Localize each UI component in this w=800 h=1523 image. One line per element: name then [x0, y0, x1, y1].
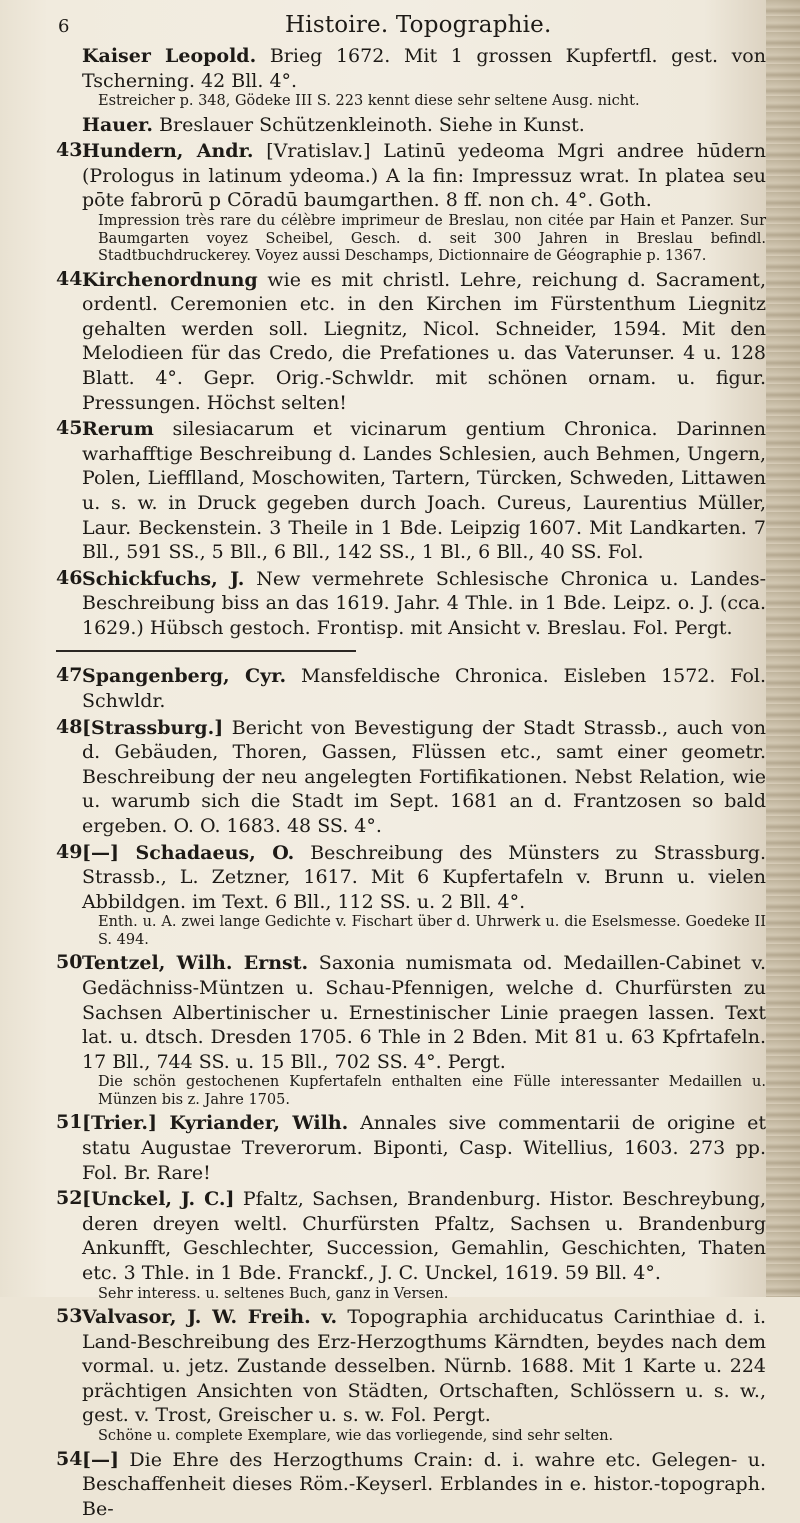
catalogue-entry	[56, 268, 766, 416]
entry-number: 51	[56, 1111, 83, 1134]
catalogue-entry	[56, 417, 766, 565]
entry-author: Kaiser Leopold.	[82, 45, 257, 67]
catalogue-entry	[56, 664, 766, 713]
entry-author: Rerum	[82, 418, 154, 441]
entry-number: 44	[56, 267, 83, 290]
entry-author: Spangenberg, Cyr.	[82, 665, 287, 688]
catalogue-entry	[56, 44, 766, 111]
catalogue-entry	[56, 1448, 766, 1522]
entry-number: 53	[56, 1305, 83, 1328]
entry-text	[82, 1448, 766, 1522]
entry-text	[82, 113, 766, 138]
entry-note: Schöne u. complete Exemplare, wie das vorliegende, sind sehr selten.	[98, 1428, 614, 1444]
page-edge-shadow	[766, 0, 800, 1297]
entry-description: Beschreibung des Münsters zu Strassburg. Strassb., L. Zetzner, 1617. Mit 6 Kupfertafeln v. Brunn u. vielen Abbildgen. im Text. 6 Bll., 112 SS. u. 2 Bll. 4°.	[82, 841, 766, 913]
entry-text	[82, 841, 766, 915]
entry-description: New vermehrete Schlesische Chronica u. Landes-Beschreibung biss an das 1619. Jahr. 4 Thle. in 1 Bde. Leipz. o. J. (cca. 1629.) Hübsch gestoch. Frontisp. mit Ansicht v. Breslau. Fol. Pergt.	[82, 567, 766, 639]
running-title: Histoire. Topographie.	[285, 12, 552, 38]
entry-author: [—]	[82, 1448, 119, 1471]
entry-number: 48	[56, 715, 83, 738]
catalogue-entry	[56, 1187, 766, 1303]
entry-number: 49	[56, 840, 83, 863]
entry-number: 43	[56, 139, 83, 162]
catalogue-entry	[56, 951, 766, 1109]
catalogue-entries	[56, 44, 766, 1523]
page-header	[58, 10, 758, 38]
catalogue-entry	[56, 1111, 766, 1185]
entry-author: Valvasor, J. W. Freih. v.	[82, 1306, 338, 1329]
entry-author: Tentzel, Wilh. Ernst.	[82, 952, 309, 975]
entry-text	[82, 268, 766, 416]
entry-text	[82, 44, 766, 93]
entry-number: 45	[56, 417, 83, 440]
entry-note: Impression très rare du célèbre imprimeur de Breslau, non citée par Hain et Panzer. Sur Baumgarten voyez Scheibel, Gesch. d. seit 300 Jahren in Breslau befindl. Stadtbuchdruckerey. Voyez aussi Deschamps, Dictionnaire de Géographie p. 1367.	[98, 213, 766, 265]
catalogue-entry	[56, 139, 766, 265]
entry-text	[82, 664, 766, 713]
entry-description: Brieg 1672. Mit 1 grossen Kupfertfl. gest. von Tscherning. 42 Bll. 4°.	[82, 45, 766, 92]
entry-description: [Vratislav.] Latinū yedeoma Mgri andree hūdern (Prologus in latinum ydeoma.) A la fin: Impressuz wrat. In platea seu pōte fabrorū p Cōradū baumgarthen. 8 ff. non ch. 4°. Goth.	[82, 140, 767, 212]
entry-author: Schickfuchs, J.	[82, 567, 245, 590]
entry-author: [Unckel, J. C.]	[82, 1188, 235, 1211]
entry-author: [Strassburg.]	[82, 716, 224, 739]
catalogue-entry	[56, 113, 766, 138]
entry-text	[82, 567, 766, 641]
entry-note: Die schön gestochenen Kupfertafeln enthalten eine Fülle interessanter Medaillen u. Münzen bis z. Jahre 1705.	[98, 1074, 766, 1108]
entry-number: 47	[56, 664, 83, 687]
entry-author: [Trier.] Kyriander, Wilh.	[82, 1112, 349, 1135]
entry-description: silesiacarum et vicinarum gentium Chronica. Darinnen warhafftige Beschreibung d. Landes Schlesien, auch Behmen, Ungern, Polen, Liefflland, Moschowiten, Tartern, Türcken, Schweden, Littawen u. s. w. in Druck gegeben durch Joach. Cureus, Laurentius Müller, Laur. Beckenstein. 3 Theile in 1 Bde. Leipzig 1607. Mit Landkarten. 7 Bll., 591 SS., 5 Bll., 6 Bll., 142 SS., 1 Bl., 6 Bll., 40 SS. Fol.	[82, 418, 766, 564]
entry-note: Sehr interess. u. seltenes Buch, ganz in Versen.	[98, 1285, 449, 1302]
catalogue-entry	[56, 567, 766, 641]
entry-note: Enth. u. A. zwei lange Gedichte v. Fischart über d. Uhrwerk u. die Eselsmesse. Goedeke II S. 494.	[98, 914, 766, 948]
catalogue-entry	[56, 841, 766, 950]
entry-description: Pfaltz, Sachsen, Brandenburg. Histor. Beschreybung, deren dreyen weltl. Churfürsten Pfaltz, Sachsen u. Brandenburg Ankunfft, Geschlechter, Succession, Gemahlin, Geschichten, Thaten etc. 3 Thle. in 1 Bde. Franckf., J. C. Unckel, 1619. 59 Bll. 4°.	[82, 1188, 766, 1284]
entry-text	[82, 1305, 766, 1428]
entry-description: Topographia archiducatus Carinthiae d. i. Land-Beschreibung des Erz-Herzogthums Kärndten, beydes nach dem vormal. u. jetz. Zustande desselben. Nürnb. 1688. Mit 1 Karte u. 224 prächtigen Ansichten von Städten, Ortschaften, Schlössern u. s. w., gest. v. Trost, Greischer u. s. w. Fol. Pergt.	[82, 1306, 766, 1427]
catalogue-entry	[56, 1305, 766, 1445]
entry-note: Estreicher p. 348, Gödeke III S. 223 kennt diese sehr seltene Ausg. nicht.	[98, 93, 640, 110]
entry-description: Annales sive commentarii de origine et statu Augustae Treverorum. Biponti, Casp. Witellius, 1603. 273 pp. Fol. Br. Rare!	[82, 1112, 766, 1184]
page-number: 6	[58, 16, 70, 37]
entry-author: [—] Schadaeus, O.	[82, 841, 295, 864]
entry-number: 46	[56, 566, 83, 589]
entry-description: Breslauer Schützenkleinoth. Siehe in Kunst.	[153, 113, 585, 136]
entry-description: wie es mit christl. Lehre, reichung d. Sacrament, ordentl. Ceremonien etc. in den Kirchen im Fürstenthum Liegnitz gehalten werden soll. Liegnitz, Nicol. Schneider, 1594. Mit den Melodieen für das Credo, die Prefationes u. das Vaterunser. 4 u. 128 Blatt. 4°. Gepr. Orig.-Schwldr. mit schönen ornam. u. figur. Pressungen. Höchst selten!	[82, 268, 766, 414]
entry-author: Hundern, Andr.	[82, 140, 254, 163]
entry-text	[82, 951, 766, 1074]
entry-number: 50	[56, 951, 83, 974]
entry-text	[82, 417, 766, 565]
entry-text	[82, 716, 766, 839]
entry-description: Bericht von Bevestigung der Stadt Strassb., auch von d. Gebäuden, Thoren, Gassen, Flüssen etc., samt einer geometr. Beschreibung der neu angelegten Fortifikationen. Nebst Relation, wie u. warumb sich die Stadt im Sept. 1681 an d. Frantzosen so bald ergeben. O. O. 1683. 48 SS. 4°.	[82, 716, 766, 838]
entry-author: Kirchenordnung	[82, 268, 258, 291]
entry-number: 54	[56, 1447, 83, 1470]
entry-text	[82, 139, 766, 213]
section-divider	[56, 650, 356, 652]
entry-text	[82, 1111, 766, 1185]
entry-number: 52	[56, 1187, 83, 1210]
entry-author: Hauer.	[82, 113, 154, 136]
catalogue-entry	[56, 716, 766, 839]
entry-description: Saxonia numismata od. Medaillen-Cabinet v. Gedächniss-Müntzen u. Schau-Pfennigen, welche d. Churfürsten zu Sachsen Albertinischer u. Ernestinischer Linie praegen lassen. Text lat. u. dtsch. Dresden 1705. 6 Thle in 2 Bden. Mit 81 u. 63 Kpfrtafeln. 17 Bll., 744 SS. u. 15 Bll., 702 SS. 4°. Pergt.	[82, 952, 766, 1073]
entry-description: Mansfeldische Chronica. Eisleben 1572. Fol. Schwldr.	[82, 665, 766, 713]
entry-description: Die Ehre des Herzogthums Crain: d. i. wahre etc. Gelegen- u. Beschaffenheit dieses Röm.-Keyserl. Erblandes in e. histor.-topograph. Be-	[82, 1448, 766, 1520]
entry-text	[82, 1187, 766, 1285]
